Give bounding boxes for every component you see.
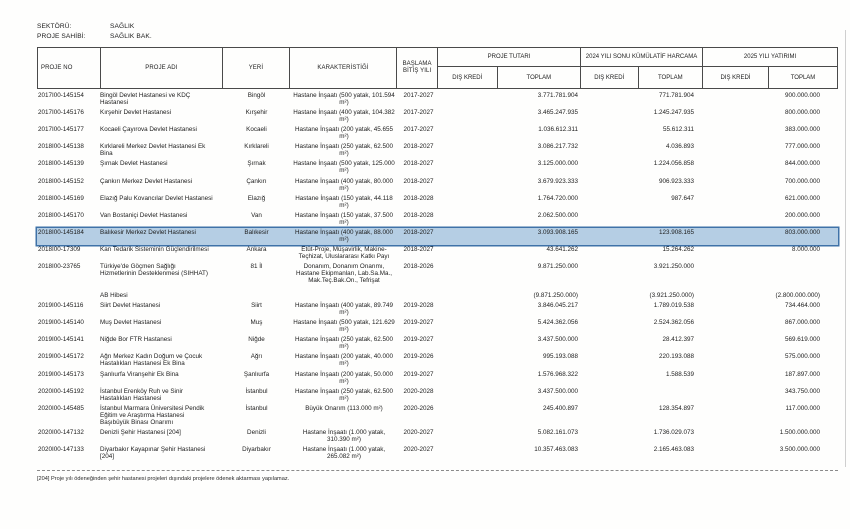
table-row [37,317,838,334]
project-no: 2018I00-23765 [38,263,81,271]
project-years: 2020-2027 [403,446,434,454]
project-total: 2.062.500.000 [537,211,578,219]
table-row [37,159,838,176]
project-characteristic: Hastane İnşaatı (500 yatak, 121.629 m²) [293,319,395,334]
project-years: 2017-2027 [403,108,434,116]
project-characteristic: Hastane İnşaatı (400 yatak, 80.000 m²) [294,177,394,192]
col-group-2025-yatirimi [703,48,837,88]
project-name: Kırklareli Merkez Devlet Hastanesi Ek Bina [100,143,206,158]
investment-total: 803.000.000 [784,229,820,237]
project-years: 2019-2027 [403,336,434,344]
project-characteristic: Hastane İnşaatı (200 yatak, 40.000 m²) [294,353,394,368]
project-no: 2018I00-145170 [38,211,84,219]
investment-total: 383.000.000 [784,125,820,133]
project-total: 5.082.161.073 [537,429,578,437]
cumulative-total: 123.908.165 [658,229,694,237]
project-characteristic: Donanım, Donanım Onarımı, Hastane Ekipmanları, Lab.Sa.Ma., Mak.Teç.Bak.On., Tefrişat [296,263,392,285]
project-place: Çankırı [246,177,267,185]
col-header-toplam: TOPLAM [790,74,816,81]
project-place: 81 İl [250,263,263,271]
project-characteristic: Hastane İnşaatı (250 yatak, 62.500 m²) [294,336,394,351]
col-group-label: 2024 YILI SONU KÜMÜLATİF HARCAMA [581,48,702,67]
cumulative-total: 1.588.539 [665,370,694,378]
project-characteristic: Hastane İnşaatı (400 yatak, 88.000 m²) [294,229,394,244]
investment-total: 200.000.000 [784,211,820,219]
project-place: Siirt [251,301,262,309]
table-row [37,124,838,141]
cumulative-total: 15.264.262 [662,246,694,254]
investment-total: 187.897.000 [784,370,820,378]
footnote-separator [37,470,838,471]
project-years: 2017-2027 [403,125,434,133]
project-name: Balıkesir Merkez Devlet Hastanesi [100,229,196,237]
project-characteristic: Büyük Onarım (113.000 m²) [305,404,383,412]
table-row [37,193,838,210]
table-row [37,176,838,193]
col-header-toplam: TOPLAM [526,74,552,81]
project-no: 2018I00-145152 [38,177,84,185]
project-place: Denizli [247,429,266,437]
project-no: 2018I00-145169 [38,194,84,202]
project-total: 3.125.000.000 [537,160,578,168]
project-place: Van [251,211,262,219]
cumulative-total: 128.354.897 [658,404,694,412]
project-no: 2018I00-145139 [38,160,84,168]
project-name: Muş Devlet Hastanesi [100,319,162,327]
project-owner-label: PROJE SAHİBİ: [37,32,86,40]
project-total: 3.093.908.165 [537,229,578,237]
cumulative-total: 2.165.463.083 [653,446,694,454]
project-characteristic: Hastane İnşaatı (500 yatak, 101.594 m²) [293,91,395,106]
cumulative-total: 1.736.029.073 [653,429,694,437]
col-header-dis-kredi: DIŞ KREDİ [581,67,639,88]
projects-table [37,47,838,462]
investment-total: 900.000.000 [784,91,820,99]
document-meta [37,22,152,41]
table-row [37,335,838,352]
project-name: İstanbul Erenköy Ruh ve Sinir Hastalıkları Hastanesi [100,387,183,402]
cumulative-total: 906.923.333 [658,177,694,185]
project-years: 2020-2026 [403,404,434,412]
project-name: Kocaeli Çayırova Devlet Hastanesi [100,125,197,133]
project-characteristic: Hastane İnşaatı (250 yatak, 62.500 m²) [294,143,394,158]
investment-total: 1.500.000.000 [779,429,820,437]
cumulative-total: 771.781.904 [658,91,694,99]
project-place: Kırşehir [245,108,268,116]
project-years: 2020-2028 [403,387,434,395]
investment-total: 569.619.000 [784,336,820,344]
project-name: Van Bostaniçi Devlet Hastanesi [100,211,188,219]
col-header-proje-no: PROJE NO [38,48,101,88]
col-header-dis-kredi: DIŞ KREDİ [703,67,769,88]
project-name: Şırnak Devlet Hastanesi [100,160,168,168]
investment-total: 575.000.000 [784,353,820,361]
investment-total: (2.800.000.000) [775,291,820,299]
project-place: Kocaeli [246,125,267,133]
project-characteristic: Hastane İnşaatı (150 yatak, 37.500 m²) [294,211,394,226]
cumulative-total: 1.245.247.935 [653,108,694,116]
project-characteristic: Hastane İnşaatı (500 yatak, 125.000 m²) [293,160,395,175]
project-total: 1.576.968.322 [537,370,578,378]
cumulative-total: 55.612.311 [662,125,694,133]
table-header [37,47,838,89]
project-no: 2020I00-145192 [38,387,84,395]
project-no: 2020I00-145485 [38,404,84,412]
project-place: Bingöl [247,91,266,99]
project-total: 3.437.500.000 [537,336,578,344]
project-no: 2018I00-145138 [38,143,84,151]
investment-total: 621.000.000 [784,194,820,202]
table-subrow [37,290,838,300]
col-group-proje-tutari [438,48,581,88]
investment-total: 117.000.000 [785,404,820,412]
project-characteristic: Hastane İnşaatı (1.000 yatak, 310.390 m²) [302,429,386,444]
project-place: Balıkesir [244,229,269,237]
project-no: 2020I00-147132 [38,429,84,437]
project-years: 2018-2027 [403,143,434,151]
investment-total: 777.000.000 [784,143,820,151]
project-characteristic: Hastane İnşaatı (400 yatak, 104.382 m²) [293,108,395,123]
project-name: Türkiye'de Göçmen Sağlığı Hizmetlerinin Desteklenmesi (SIHHAT) [100,263,209,278]
investment-total: 3.500.000.000 [779,446,820,454]
cumulative-total: 987.647 [671,194,694,202]
project-no: 2020I00-147133 [38,446,84,454]
investment-total: 8.000.000 [791,246,820,254]
project-total: 3.086.217.732 [537,143,578,151]
cumulative-total: 4.036.893 [665,143,694,151]
project-years: 2018-2027 [403,229,434,237]
project-no: 2018I00-17309 [38,246,81,254]
table-row [37,262,838,286]
table-row [37,245,838,262]
project-total: 1.764.720.000 [537,194,578,202]
project-years: 2019-2026 [403,353,434,361]
project-characteristic: Hastane İnşaatı (150 yatak, 44.118 m²) [295,194,393,209]
project-characteristic: Etüt-Proje, Müşavirlik, Makine-Teçhizat, Uluslararası Katkı Payı [298,246,390,261]
cumulative-total: 3.921.250.000 [653,263,694,271]
project-place: İstanbul [245,404,268,412]
col-group-label: PROJE TUTARI [438,48,580,67]
project-no: 2019I00-145116 [38,301,84,309]
col-header-baslama-bitis: BAŞLAMA BİTİŞ YILI [397,48,438,88]
table-row [37,107,838,124]
project-place: Şanlıurfa [243,370,270,378]
sector-label: SEKTÖRÜ: [37,23,72,30]
project-name: Bingöl Devlet Hastanesi ve KDÇ Hastanesi [100,91,191,106]
project-years: 2017-2027 [403,91,434,99]
table-row [37,142,838,159]
project-name: Elazığ Palu Kovancılar Devlet Hastanesi [100,194,213,202]
project-characteristic: Hastane İnşaatı (400 yatak, 89.749 m²) [294,301,394,316]
cumulative-total: 1.789.019.538 [653,301,694,309]
project-no: 2018I00-145184 [38,229,84,237]
project-name: Niğde Bor FTR Hastanesi [100,336,172,344]
project-characteristic: Hastane İnşaatı (200 yatak, 50.000 m²) [294,370,394,385]
project-place: Niğde [248,336,265,344]
table-row [37,90,838,107]
project-name: Kırşehir Devlet Hastanesi [100,108,172,116]
project-years: 2018-2026 [403,263,434,271]
project-place: Muş [250,319,263,327]
project-name: Siirt Devlet Hastanesi [100,301,161,309]
sector-value: SAĞLIK [110,23,135,30]
project-name: Şanlıurfa Viranşehir Ek Bina [100,370,179,378]
project-name: Çankırı Merkez Devlet Hastanesi [100,177,193,185]
project-years: 2018-2028 [403,211,434,219]
project-total: 5.424.362.056 [537,319,578,327]
project-name: Diyarbakır Kayapınar Şehir Hastanesi [204] [100,446,206,461]
project-total: (9.871.250.000) [533,291,578,299]
project-name: Ağrı Merkez Kadın Doğum ve Çocuk Hastalıkları Hastanesi Ek Bina [100,353,203,368]
project-years: 2019-2028 [403,301,434,309]
cumulative-total: 2.524.362.056 [653,319,694,327]
project-place: Ağrı [250,353,263,361]
project-no: 2019I00-145173 [38,370,84,378]
project-no: 2019I00-145172 [38,353,84,361]
investment-total: 734.464.000 [784,301,820,309]
project-years: 2018-2027 [403,160,434,168]
project-total: 10.357.463.083 [534,446,578,454]
col-header-yeri: YERİ [223,48,290,88]
project-name: İstanbul Marmara Üniversitesi Pendik Eğitim ve Araştırma Hastanesi Başıbüyük Binası Onarımı [100,404,205,426]
investment-total: 844.000.000 [784,160,820,168]
project-place: Şırnak [247,160,266,168]
project-characteristic: Hastane İnşaatı (250 yatak, 62.500 m²) [294,387,394,402]
project-place: Kırklareli [244,143,269,151]
project-name: AB Hibesi [100,291,128,299]
table-row [37,445,838,462]
table-row [37,352,838,369]
project-owner-value: SAĞLIK BAK. [110,32,152,40]
investment-total: 343.750.000 [784,387,820,395]
table-row [37,369,838,386]
table-row [37,300,838,317]
project-name: Denizli Şehir Hastanesi [204] [100,429,181,437]
project-no: 2019I00-145140 [38,319,84,327]
project-place: Diyarbakır [242,446,271,454]
project-years: 2019-2027 [403,370,434,378]
project-years: 2020-2027 [403,429,434,437]
project-total: 43.641.262 [546,246,578,254]
table-row [37,428,838,445]
table-row [37,210,838,227]
project-place: İstanbul [245,387,268,395]
project-years: 2018-2028 [403,194,434,202]
table-row [37,403,838,427]
investment-total: 867.000.000 [784,319,820,327]
project-years: 2018-2027 [403,246,434,254]
project-no: 2017I00-145154 [38,91,84,99]
col-header-dis-kredi: DIŞ KREDİ [438,67,498,88]
col-header-toplam: TOPLAM [658,74,683,81]
project-years: 2018-2027 [403,177,434,185]
cumulative-total: (3.921.250.000) [649,291,694,299]
project-total: 3.771.781.904 [537,91,578,99]
col-header-proje-adi: PROJE ADI [101,48,223,88]
cumulative-total: 28.412.397 [662,336,694,344]
project-total: 3.465.247.935 [537,108,578,116]
project-total: 3.437.500.000 [537,387,578,395]
project-total: 3.679.923.333 [537,177,578,185]
project-no: 2017I00-145176 [38,108,84,116]
investment-total: 800.000.000 [784,108,820,116]
footnote: [204] Proje yılı ödeneğinden şehir hastanesi projeleri dışındaki projelere ödenek aktarması yapılamaz. [37,476,290,482]
page-edge [845,30,846,467]
project-total: 245.400.897 [542,404,578,412]
project-no: 2017I00-145177 [38,125,84,133]
project-total: 1.036.612.311 [538,125,578,133]
table-body [37,89,838,462]
table-row-highlighted [37,228,838,245]
project-place: Ankara [246,246,267,254]
project-no: 2019I00-145141 [38,336,84,344]
table-row [37,386,838,403]
project-characteristic: Hastane İnşaatı (200 yatak, 45.655 m²) [294,125,394,140]
project-characteristic: Hastane İnşaatı (1.000 yatak, 265.082 m²) [302,446,386,461]
investment-total: 700.000.000 [784,177,820,185]
project-total: 9.871.250.000 [537,263,578,271]
project-place: Elazığ [247,194,266,202]
project-total: 995.193.088 [542,353,578,361]
project-total: 3.846.045.217 [537,301,578,309]
col-group-2024-kumulatif-harcama [581,48,703,88]
project-name: Kan Tedarik Sisteminin Güçlendirilmesi [100,246,209,254]
col-group-label: 2025 YILI YATIRIMI [703,48,837,67]
project-years: 2019-2027 [403,319,434,327]
col-header-karakteristigi: KARAKTERİSTİĞİ [290,48,397,88]
cumulative-total: 1.224.056.858 [653,160,694,168]
cumulative-total: 220.193.088 [658,353,694,361]
